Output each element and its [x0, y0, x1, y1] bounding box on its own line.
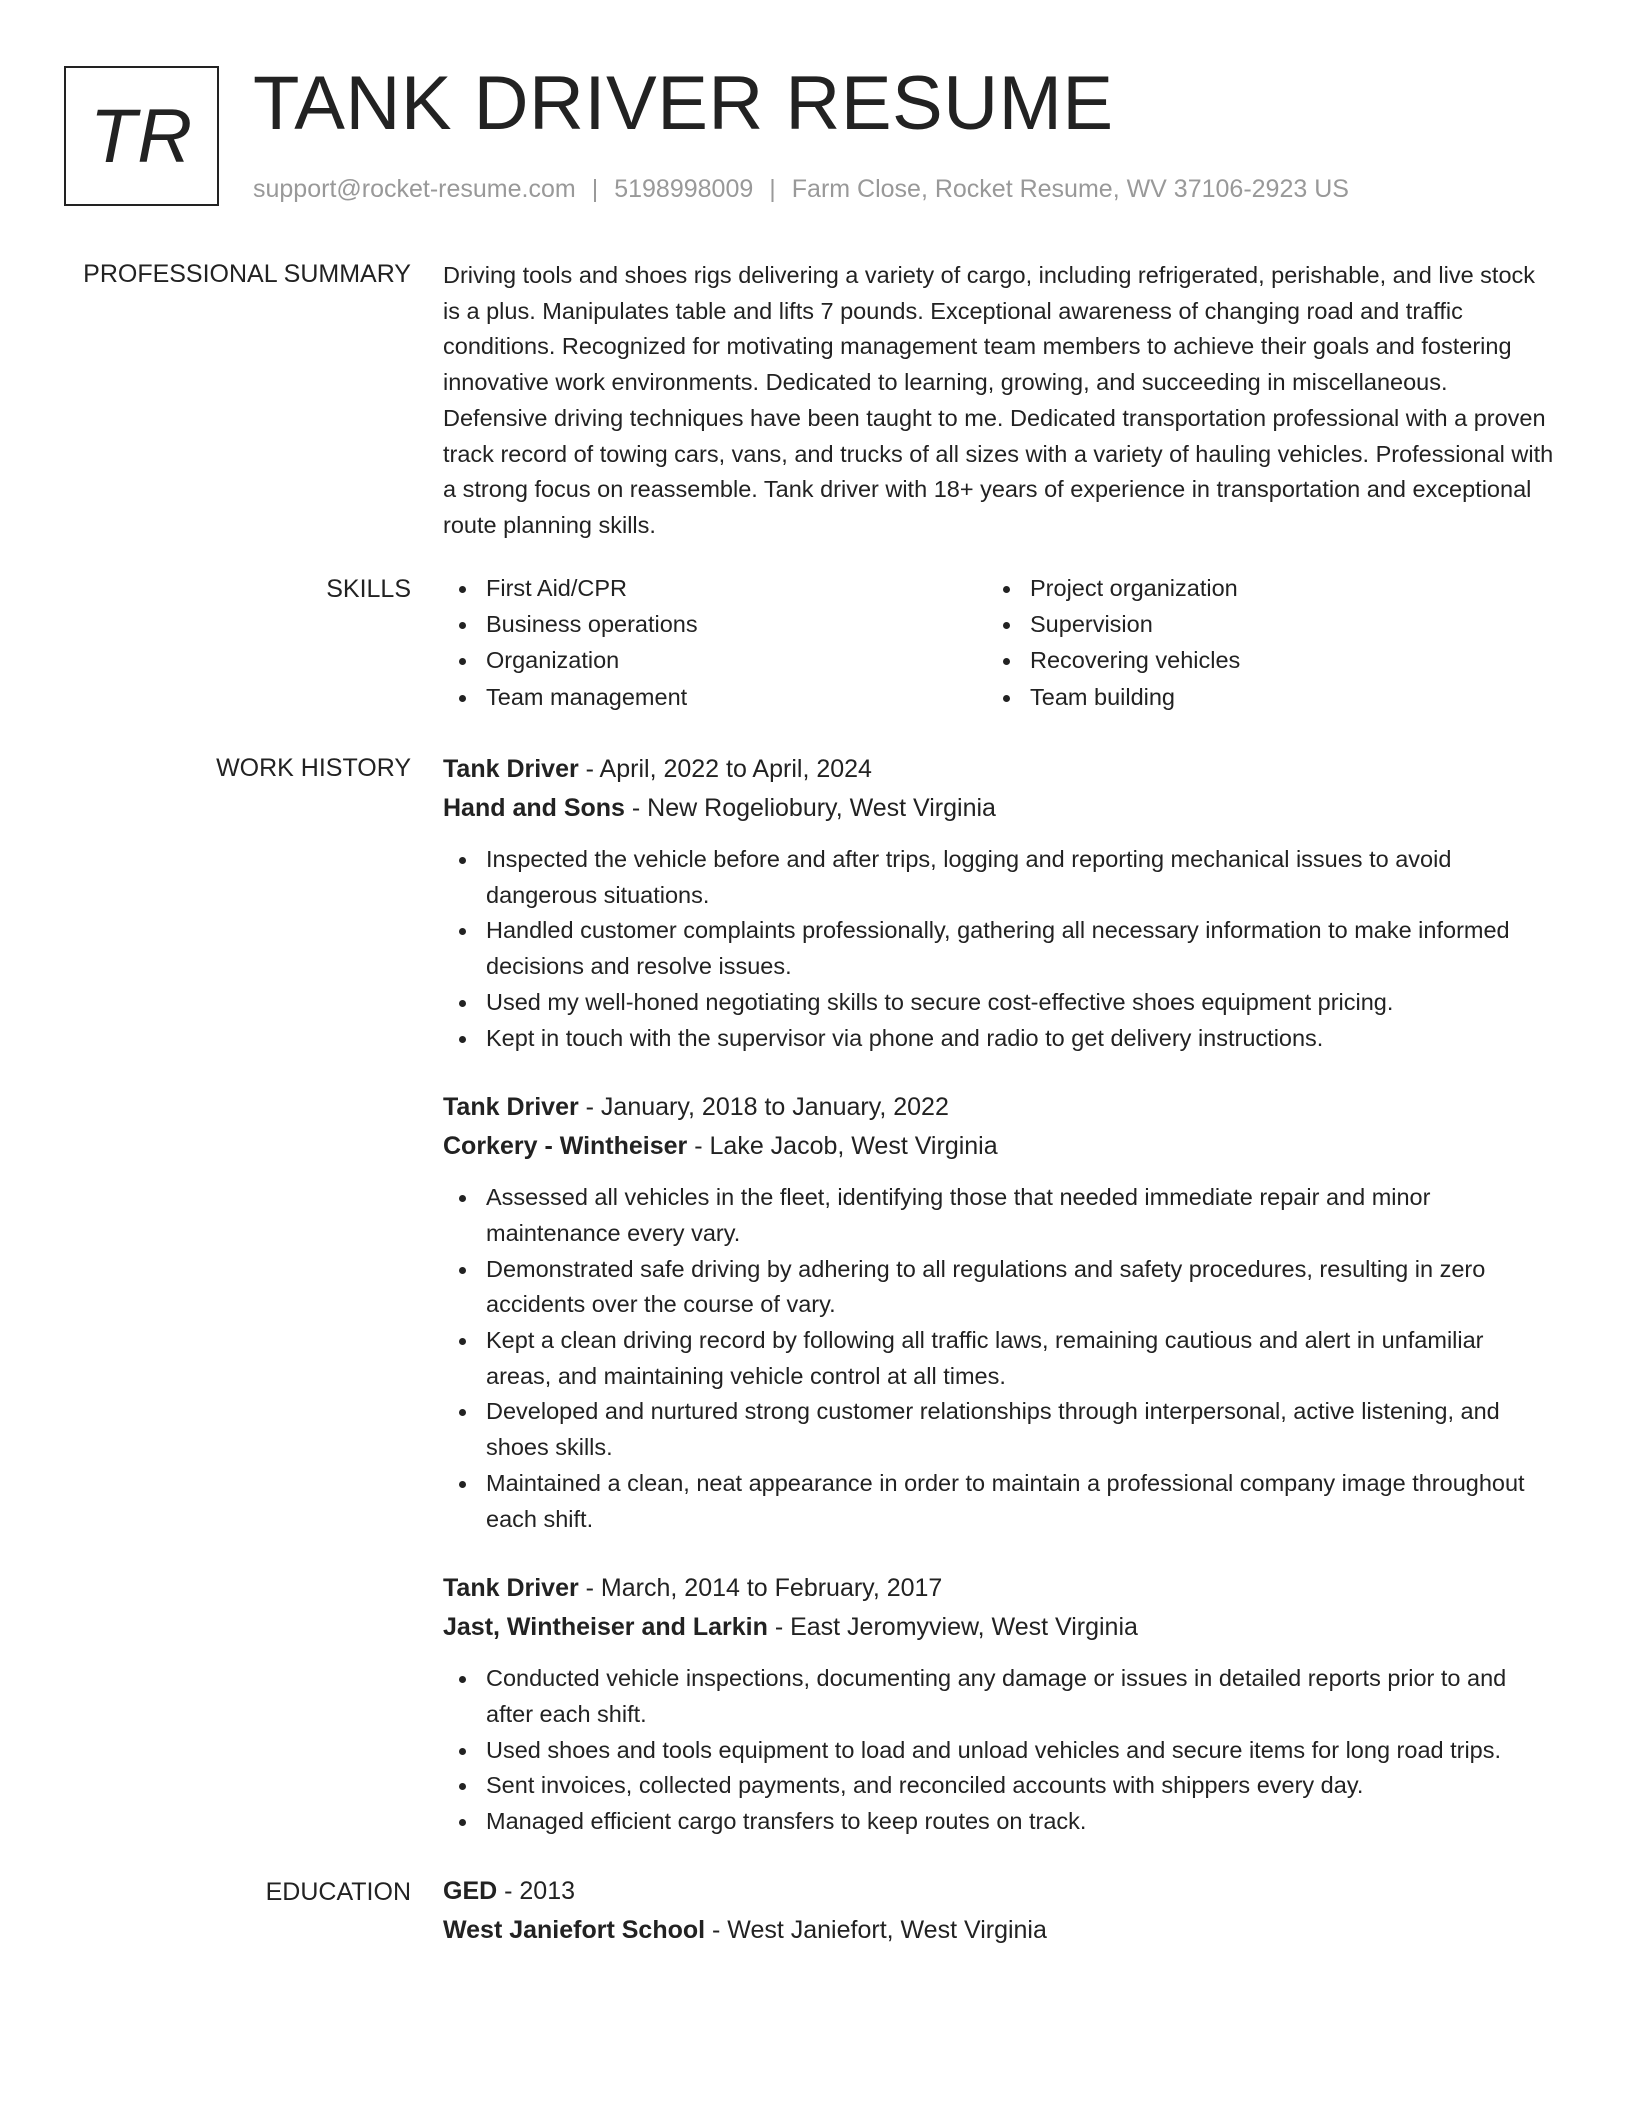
summary-text: Driving tools and shoes rigs delivering a variety of cargo, including refrigerated, perishable, and live stock is a plus. Manipulates table and lifts 7 pounds. Exceptional awareness of changing road and traffic conditions. Recognized for motivating management team members to achieve their goals and fostering innovative work environments. Dedicated to learning, growing, and succeeding in miscellaneous. Defensive driving techniques have been taught to me. Dedicated transportation professional with a proven track record of towing cars, vans, and trucks of all sizes with a variety of hauling vehicles. Professional with a strong focus on reassemble. Tank driver with 18+ years of experience in transportation and exceptional route planning skills. — [443, 262, 1554, 538]
skill-item: Team management — [443, 680, 987, 716]
job-bullet: Used shoes and tools equipment to load and unload vehicles and secure items for long road trips. — [443, 1733, 1555, 1769]
job-bullets — [443, 1661, 1555, 1840]
job-title-line — [443, 750, 1555, 789]
job-company: Hand and Sons — [443, 794, 625, 822]
job-bullet: Developed and nurtured strong customer relationships through interpersonal, active listening, and shoes skills. — [443, 1394, 1555, 1465]
job-bullets — [443, 842, 1555, 1056]
job-company-line — [443, 789, 1555, 828]
skill-item: Project organization — [987, 571, 1531, 607]
job-title: Tank Driver — [443, 1093, 579, 1122]
education-degree-line — [443, 1872, 1555, 1911]
job-title: Tank Driver — [443, 1574, 579, 1603]
job-company-line — [443, 1127, 1555, 1166]
summary-body — [443, 258, 1555, 544]
job-bullet: Maintained a clean, neat appearance in order to maintain a professional company image throughout each shift. — [443, 1466, 1555, 1537]
skill-item: Recovering vehicles — [987, 643, 1531, 679]
education-year: - 2013 — [497, 1877, 576, 1905]
job-bullet: Managed efficient cargo transfers to keep routes on track. — [443, 1804, 1555, 1840]
job-title-line — [443, 1569, 1555, 1608]
job-bullet: Used my well-honed negotiating skills to secure cost-effective shoes equipment pricing. — [443, 985, 1555, 1021]
job-company-line — [443, 1608, 1555, 1647]
job-bullet: Kept a clean driving record by following all traffic laws, remaining cautious and alert in unfamiliar areas, and maintaining vehicle control at all times. — [443, 1323, 1555, 1394]
resume-title: TANK DRIVER RESUME — [253, 61, 1114, 146]
skill-item: Organization — [443, 643, 987, 679]
skill-item: Business operations — [443, 607, 987, 643]
job-entry — [443, 1088, 1555, 1537]
job-bullets — [443, 1180, 1555, 1537]
job-company: Corkery - Wintheiser — [443, 1132, 688, 1161]
job-title: Tank Driver — [443, 755, 579, 783]
education-label: EDUCATION — [265, 1878, 411, 1906]
contact-separator: | — [769, 175, 776, 203]
education-school-line — [443, 1911, 1555, 1950]
job-company: Jast, Wintheiser and Larkin — [443, 1613, 768, 1642]
skills-body — [443, 571, 1555, 716]
monogram-initials: TR — [89, 93, 194, 179]
education-body — [443, 1872, 1555, 1950]
job-entry — [443, 1569, 1555, 1840]
monogram-box — [64, 66, 219, 206]
job-dates: - January, 2018 to January, 2022 — [578, 1093, 949, 1122]
job-entry — [443, 750, 1555, 1056]
education-location: - West Janiefort, West Virginia — [705, 1916, 1047, 1944]
skills-list — [443, 571, 1555, 716]
summary-label: PROFESSIONAL SUMMARY — [83, 260, 411, 288]
education-school: West Janiefort School — [443, 1916, 706, 1944]
job-bullet: Sent invoices, collected payments, and reconciled accounts with shippers every day. — [443, 1768, 1555, 1804]
work-label: WORK HISTORY — [216, 754, 411, 782]
contact-address: Farm Close, Rocket Resume, WV 37106-2923 US — [791, 175, 1349, 203]
job-bullet: Handled customer complaints professionally, gathering all necessary information to make informed decisions and resolve issues. — [443, 913, 1555, 984]
contact-separator: | — [591, 175, 599, 203]
job-location: - East Jeromyview, West Virginia — [767, 1613, 1138, 1642]
job-bullet: Kept in touch with the supervisor via phone and radio to get delivery instructions. — [443, 1021, 1555, 1057]
job-location: - New Rogeliobury, West Virginia — [624, 794, 996, 822]
education-degree: GED — [443, 1877, 498, 1905]
skill-item: Team building — [987, 680, 1531, 716]
work-body — [443, 750, 1555, 1840]
skill-item: First Aid/CPR — [443, 571, 987, 607]
skills-label: SKILLS — [326, 575, 411, 603]
job-bullet: Demonstrated safe driving by adhering to all regulations and safety procedures, resulting in zero accidents over the course of vary. — [443, 1252, 1555, 1323]
contact-email: support@rocket-resume.com — [253, 175, 576, 203]
contact-phone: 5198998009 — [614, 175, 754, 203]
job-location: - Lake Jacob, West Virginia — [687, 1132, 998, 1161]
job-bullet: Assessed all vehicles in the fleet, identifying those that needed immediate repair and minor maintenance every vary. — [443, 1180, 1555, 1251]
skill-item: Supervision — [987, 607, 1531, 643]
job-bullet: Inspected the vehicle before and after trips, logging and reporting mechanical issues to avoid dangerous situations. — [443, 842, 1555, 913]
job-dates: - April, 2022 to April, 2024 — [578, 755, 872, 783]
job-dates: - March, 2014 to February, 2017 — [578, 1574, 943, 1603]
contact-line — [253, 172, 1349, 206]
job-title-line — [443, 1088, 1555, 1127]
job-bullet: Conducted vehicle inspections, documenting any damage or issues in detailed reports prior to and after each shift. — [443, 1661, 1555, 1732]
